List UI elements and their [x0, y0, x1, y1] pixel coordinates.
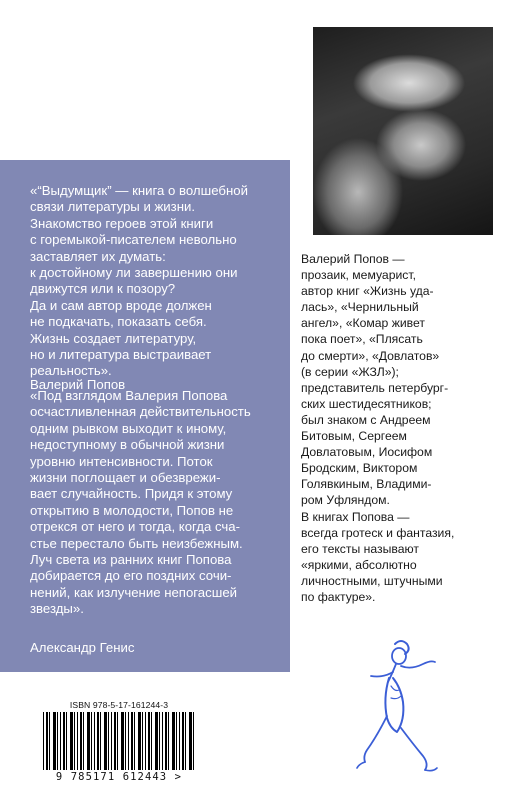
- isbn-number: ISBN 978-5-17-161244-3: [69, 700, 169, 710]
- quote-text-1: «“Выдумщик” — книга о волшебной связи литературы и жизни. Знакомство героев этой книги с горемыкой-писателем невольно заставляет их думать: к достойному ли завершению они движутся или к позору? Да и сам автор вроде должен не подкачать, показать себя. Жизнь создает литературу, но и литература выстраивает реальность».: [30, 183, 248, 379]
- quote-author-2: Александр Генис: [30, 640, 135, 655]
- barcode: [43, 712, 195, 770]
- author-bio: Валерий Попов — прозаик, мемуарист, автор книг «Жизнь уда- лась», «Чернильный ангел», «Комар живет пока поет», «Плясать до смерти», «Довлатов» (в серии «ЖЗЛ»); представитель петербург- ских шестидесятников; был знаком с Андреем Битовым, Сергеем Довлатовым, Иосифом Бродским, Виктором Голявкиным, Владими- ром Уфляндом. В книгах Попова — всегда гротеск и фантазия, его тексты называют «яркими, абсолютно личностными, штучными по фактуре».: [301, 252, 455, 604]
- barcode-digits: 9 785171 612443 >: [55, 771, 183, 783]
- barcode-block: [35, 700, 203, 784]
- quote-text-2: «Под взглядом Валерия Попова осчастливленная действительность одним рывком выходит к иному, недоступному в обычной жизни уровню интенсивности. Поток жизни поглощает и обезврежи- вает случайность. Придя к этому открытию в молодости, Попов не отрекся от него и тогда, когда сча- стье перестало быть неизбежным. Луч света из ранних книг Попова добирается до его поздних сочи- нений, как излучение непогасшей звезды».: [30, 388, 251, 617]
- quote-author-1: Валерий Попов: [30, 377, 126, 392]
- author-photo: [313, 27, 493, 235]
- dancing-figure-illustration: [355, 636, 465, 796]
- quote-panel: [0, 160, 290, 672]
